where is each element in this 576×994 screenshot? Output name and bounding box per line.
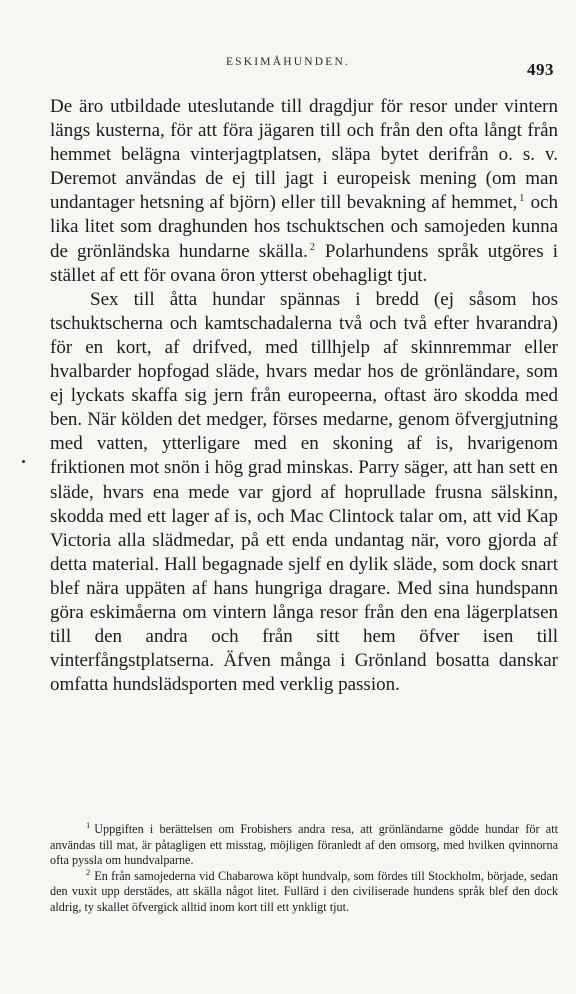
footnote-ref-2: 2 [309, 241, 315, 253]
footnote-2-text: En från samojederna vid Chabarowa köpt hundvalp, som fördes till Stockholm, började, sedan den vuxit upp derstädes, att skälla något litet. Fullärd i den civiliserade hundens språk blef den dock aldrig, ty skallet öfvergick alltid inom kort till ett ynkligt tjut. [50, 868, 558, 914]
footnote-1 [50, 822, 558, 869]
footnotes [50, 822, 558, 916]
body-text [50, 95, 558, 697]
paragraph-1-part-2: och lika litet som draghunden hos tschuktschen och samojeden kunna de grönländska hundarne skälla. [50, 192, 558, 262]
paragraph-1-part-3: Polarhundens språk utgöres i stället af ett för ovana öron ytterst obehagligt tjut. [50, 240, 559, 286]
running-title: ESKIMÅHUNDEN. [225, 56, 351, 68]
footnote-1-marker: 1 [86, 820, 91, 830]
margin-mark [22, 460, 25, 463]
page-number: 493 [527, 60, 554, 79]
footnote-2-marker: 2 [86, 866, 91, 877]
footnote-2 [50, 866, 558, 916]
paragraph-2: Sex till åtta hundar spännas i bredd (ej såsom hos tschuktscherna och kamtschadalerna två och två efter hvarandra) för en kort, af drifved, med tillhjelp af skinnremmar eller hvalbarder hopfogad släde, hvars medar hos de grönländare, som ej lyckats skaffa sig jern från europeerna, oftast äro skodda med ben. När kölden det medger, förses medarne, genom öfvergjutning med vatten, ytterligare med en skoning af is, hvarigenom friktionen mot snön i hög grad minskas. Parry säger, att han sett en släde, hvars ena mede var gjord af hoprullade frusna sälskinn, skodda med ett lager af is, och Mac Clintock talar om, att vid Kap Victoria alla slädmedar, på ett enda undantag när, voro gjorda af detta material. Hall begagnade sjelf en dylik släde, som dock snart blef nära uppäten af hans hungriga dragare. Med sina hundspann göra eskimåerna om vintern långa resor från den ena lägerplatsen till den andra och från sitt hem öfver isen till vinterfångstplatserna. Äfven många i Grönland bosatta danskar omfatta hundslädsporten med verklig passion. [50, 288, 558, 696]
paragraph-1 [50, 95, 558, 288]
footnote-1-text: Uppgiften i berättelsen om Frobishers andra resa, att grönländarne gödde hundar för att användas till mat, är påtagligen ett misstag, möjligen föranledt af den omsorg, med hvilken qvinnorna ofta pyssla om hundvalparne. [50, 822, 558, 868]
footnote-ref-1: 1 [519, 193, 525, 205]
paragraph-1-part-1: De äro utbildade uteslutande till dragdjur för resor under vintern längs kusterna, för att föra jägaren till och från den ofta långt från hemmet belägna vinterjagtplatsen, släpa bytet derifrån o. s. v. Deremot användas de ej till jagt i europeisk mening (om man undantager hetsning af björn) eller till bevakning af hemmet, [50, 96, 558, 214]
